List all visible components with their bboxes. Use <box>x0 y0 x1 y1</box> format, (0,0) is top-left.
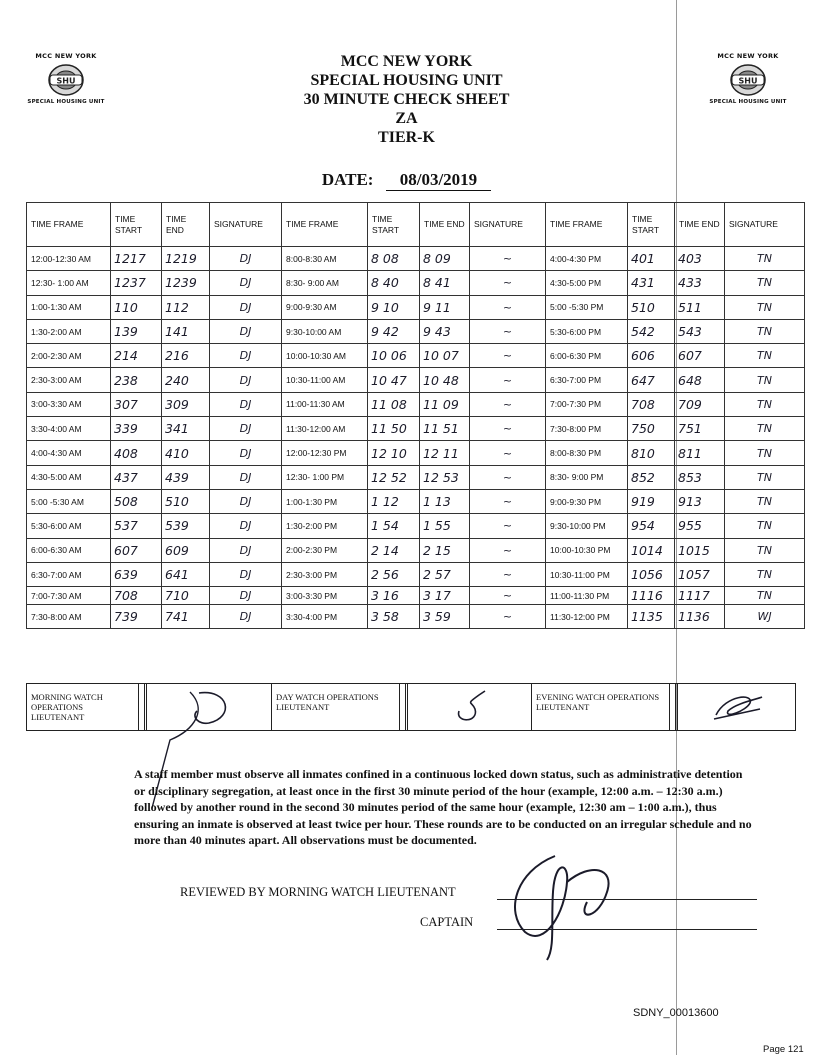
time-end-cell: 439 <box>162 465 210 489</box>
day-lieutenant-signature <box>408 684 532 730</box>
time-frame-cell: 7:30-8:00 AM <box>27 605 111 629</box>
time-end-cell: 1015 <box>675 538 725 562</box>
column-header: TIME FRAME <box>546 203 628 247</box>
time-frame-cell: 5:00 -5:30 AM <box>27 489 111 513</box>
column-header: TIME END <box>162 203 210 247</box>
time-frame-cell: 1:00-1:30 AM <box>27 295 111 319</box>
time-end-cell: 1239 <box>162 271 210 295</box>
time-frame-cell: 12:30- 1:00 PM <box>282 465 368 489</box>
table-row <box>27 562 805 586</box>
time-end-cell: 8 41 <box>420 271 470 295</box>
signature-cell: TN <box>725 392 805 416</box>
time-end-cell: 9 11 <box>420 295 470 319</box>
table-row <box>27 392 805 416</box>
time-start-cell: 739 <box>111 605 162 629</box>
reviewer-signature-icon <box>495 852 625 962</box>
time-end-cell: 1 55 <box>420 514 470 538</box>
time-start-cell: 3 58 <box>368 605 420 629</box>
signature-cell: ~ <box>470 417 546 441</box>
time-frame-cell: 2:00-2:30 AM <box>27 344 111 368</box>
column-header: SIGNATURE <box>470 203 546 247</box>
signature-mark-icon <box>445 689 495 725</box>
time-frame-cell: 2:30-3:00 AM <box>27 368 111 392</box>
signature-cell: TN <box>725 344 805 368</box>
lieutenant-signoff-box <box>26 683 796 731</box>
time-start-cell: 1014 <box>628 538 675 562</box>
time-frame-cell: 1:00-1:30 PM <box>282 489 368 513</box>
header-line-5: TIER-K <box>378 129 435 146</box>
time-start-cell: 1217 <box>111 247 162 271</box>
table-row <box>27 605 805 629</box>
signature-cell: DJ <box>210 441 282 465</box>
time-frame-cell: 3:30-4:00 PM <box>282 605 368 629</box>
signature-cell: ~ <box>470 465 546 489</box>
time-start-cell: 542 <box>628 319 675 343</box>
time-start-cell: 2 14 <box>368 538 420 562</box>
date-label: DATE: <box>321 170 374 189</box>
signature-cell: DJ <box>210 295 282 319</box>
time-frame-cell: 6:30-7:00 PM <box>546 368 628 392</box>
signature-cell: TN <box>725 368 805 392</box>
table-row <box>27 441 805 465</box>
column-header: TIME FRAME <box>27 203 111 247</box>
time-start-cell: 1116 <box>628 587 675 605</box>
table-row <box>27 247 805 271</box>
signature-cell: ~ <box>470 489 546 513</box>
signature-cell: ~ <box>470 295 546 319</box>
time-end-cell: 309 <box>162 392 210 416</box>
policy-text: A staff member must observe all inmates confined in a continuous locked down status, such as administrative detention or disciplinary segregation, at least once in the first 30 minute period of the hour (example, 12:00 a.m. – 12:30 a.m.) followed by another round in the second 30 minutes period of the same hour (example, 12:30 am – 1:00 a.m.), thus ensuring an inmate is observed at least twice per hour. These rounds are to be conducted on an irregular schedule and no more than 40 minutes apart. All observations must be documented. <box>134 767 752 848</box>
table-row <box>27 465 805 489</box>
signature-cell: ~ <box>470 587 546 605</box>
time-start-cell: 339 <box>111 417 162 441</box>
time-end-cell: 3 59 <box>420 605 470 629</box>
time-end-cell: 403 <box>675 247 725 271</box>
signature-cell: DJ <box>210 247 282 271</box>
time-frame-cell: 5:30-6:00 PM <box>546 319 628 343</box>
time-end-cell: 511 <box>675 295 725 319</box>
time-start-cell: 639 <box>111 562 162 586</box>
signature-cell: DJ <box>210 271 282 295</box>
time-end-cell: 641 <box>162 562 210 586</box>
time-end-cell: 433 <box>675 271 725 295</box>
time-end-cell: 741 <box>162 605 210 629</box>
captain-label: CAPTAIN <box>420 915 474 929</box>
time-start-cell: 8 40 <box>368 271 420 295</box>
time-end-cell: 141 <box>162 319 210 343</box>
reviewed-by-label: REVIEWED BY MORNING WATCH LIEUTENANT <box>180 885 456 899</box>
time-start-cell: 431 <box>628 271 675 295</box>
time-end-cell: 9 43 <box>420 319 470 343</box>
logo-bottom-text: SPECIAL HOUSING UNIT <box>709 99 787 105</box>
logo-bottom-text: SPECIAL HOUSING UNIT <box>27 99 105 105</box>
time-end-cell: 12 11 <box>420 441 470 465</box>
time-frame-cell: 11:00-11:30 PM <box>546 587 628 605</box>
time-end-cell: 8 09 <box>420 247 470 271</box>
time-start-cell: 2 56 <box>368 562 420 586</box>
time-frame-cell: 7:00-7:30 AM <box>27 587 111 605</box>
signature-cell: TN <box>725 587 805 605</box>
time-end-cell: 709 <box>675 392 725 416</box>
time-start-cell: 537 <box>111 514 162 538</box>
time-frame-cell: 7:00-7:30 PM <box>546 392 628 416</box>
time-end-cell: 1057 <box>675 562 725 586</box>
time-end-cell: 710 <box>162 587 210 605</box>
time-start-cell: 750 <box>628 417 675 441</box>
signature-cell: TN <box>725 465 805 489</box>
signature-cell: TN <box>725 319 805 343</box>
signature-cell: ~ <box>470 271 546 295</box>
signature-cell: TN <box>725 441 805 465</box>
morning-lieutenant-label: MORNING WATCH OPERATIONS LIEUTENANT <box>27 684 139 730</box>
time-frame-cell: 12:30- 1:00 AM <box>27 271 111 295</box>
time-start-cell: 110 <box>111 295 162 319</box>
time-start-cell: 11 50 <box>368 417 420 441</box>
time-end-cell: 410 <box>162 441 210 465</box>
table-row <box>27 417 805 441</box>
time-start-cell: 12 52 <box>368 465 420 489</box>
time-end-cell: 607 <box>675 344 725 368</box>
time-frame-cell: 4:00-4:30 AM <box>27 441 111 465</box>
time-start-cell: 1 12 <box>368 489 420 513</box>
time-start-cell: 647 <box>628 368 675 392</box>
time-end-cell: 609 <box>162 538 210 562</box>
time-frame-cell: 10:00-10:30 PM <box>546 538 628 562</box>
time-start-cell: 9 42 <box>368 319 420 343</box>
time-frame-cell: 9:00-9:30 AM <box>282 295 368 319</box>
time-frame-cell: 1:30-2:00 PM <box>282 514 368 538</box>
time-start-cell: 11 08 <box>368 392 420 416</box>
signature-cell: DJ <box>210 319 282 343</box>
signature-cell: ~ <box>470 368 546 392</box>
signature-cell: DJ <box>210 368 282 392</box>
time-frame-cell: 6:00-6:30 AM <box>27 538 111 562</box>
time-start-cell: 139 <box>111 319 162 343</box>
time-end-cell: 3 17 <box>420 587 470 605</box>
time-start-cell: 1135 <box>628 605 675 629</box>
table-row <box>27 587 805 605</box>
time-start-cell: 708 <box>628 392 675 416</box>
signature-cell: DJ <box>210 344 282 368</box>
time-end-cell: 1117 <box>675 587 725 605</box>
column-header: TIME END <box>675 203 725 247</box>
time-end-cell: 811 <box>675 441 725 465</box>
time-end-cell: 510 <box>162 489 210 513</box>
time-end-cell: 10 07 <box>420 344 470 368</box>
time-end-cell: 1 13 <box>420 489 470 513</box>
time-start-cell: 1237 <box>111 271 162 295</box>
signature-cell: DJ <box>210 587 282 605</box>
bates-number: SDNY_00013600 <box>633 1007 719 1019</box>
time-frame-cell: 12:00-12:30 PM <box>282 441 368 465</box>
evening-lieutenant-label: EVENING WATCH OPERATIONS LIEUTENANT <box>532 684 670 730</box>
time-start-cell: 307 <box>111 392 162 416</box>
time-frame-cell: 9:30-10:00 AM <box>282 319 368 343</box>
time-end-cell: 112 <box>162 295 210 319</box>
signature-cell: TN <box>725 489 805 513</box>
signature-cell: ~ <box>470 247 546 271</box>
table-row <box>27 489 805 513</box>
time-start-cell: 408 <box>111 441 162 465</box>
time-end-cell: 539 <box>162 514 210 538</box>
signature-cell: TN <box>725 562 805 586</box>
header-line-4: ZA <box>395 110 418 127</box>
time-start-cell: 401 <box>628 247 675 271</box>
time-start-cell: 1056 <box>628 562 675 586</box>
time-start-cell: 919 <box>628 489 675 513</box>
column-header: TIME FRAME <box>282 203 368 247</box>
time-start-cell: 954 <box>628 514 675 538</box>
time-frame-cell: 8:30- 9:00 PM <box>546 465 628 489</box>
signature-cell: DJ <box>210 417 282 441</box>
time-frame-cell: 8:00-8:30 AM <box>282 247 368 271</box>
day-lieutenant-label: DAY WATCH OPERATIONS LIEUTENANT <box>272 684 400 730</box>
time-start-cell: 214 <box>111 344 162 368</box>
table-row <box>27 514 805 538</box>
table-row <box>27 368 805 392</box>
signature-cell: ~ <box>470 319 546 343</box>
column-header: TIME START <box>628 203 675 247</box>
time-frame-cell: 10:00-10:30 AM <box>282 344 368 368</box>
time-frame-cell: 7:30-8:00 PM <box>546 417 628 441</box>
time-end-cell: 240 <box>162 368 210 392</box>
signature-cell: TN <box>725 417 805 441</box>
logo-top-text: MCC NEW YORK <box>35 52 97 60</box>
time-frame-cell: 10:30-11:00 AM <box>282 368 368 392</box>
time-end-cell: 11 09 <box>420 392 470 416</box>
time-end-cell: 2 15 <box>420 538 470 562</box>
time-frame-cell: 5:30-6:00 AM <box>27 514 111 538</box>
signature-cell: ~ <box>470 392 546 416</box>
time-frame-cell: 4:30-5:00 AM <box>27 465 111 489</box>
signature-cell: DJ <box>210 489 282 513</box>
time-start-cell: 9 10 <box>368 295 420 319</box>
signature-cell: ~ <box>470 514 546 538</box>
signature-cell: DJ <box>210 605 282 629</box>
time-end-cell: 543 <box>675 319 725 343</box>
signature-cell: WJ <box>725 605 805 629</box>
signature-cell: DJ <box>210 392 282 416</box>
time-frame-cell: 10:30-11:00 PM <box>546 562 628 586</box>
table-row <box>27 295 805 319</box>
time-frame-cell: 12:00-12:30 AM <box>27 247 111 271</box>
date-line <box>0 170 813 191</box>
time-end-cell: 10 48 <box>420 368 470 392</box>
table-header-row <box>27 203 805 247</box>
signature-cell: DJ <box>210 562 282 586</box>
time-frame-cell: 4:30-5:00 PM <box>546 271 628 295</box>
column-header: SIGNATURE <box>210 203 282 247</box>
logo-top-text: MCC NEW YORK <box>717 52 779 60</box>
time-end-cell: 853 <box>675 465 725 489</box>
table-row <box>27 319 805 343</box>
column-header: TIME START <box>368 203 420 247</box>
signature-mark-icon <box>706 689 766 725</box>
time-start-cell: 810 <box>628 441 675 465</box>
time-start-cell: 437 <box>111 465 162 489</box>
time-frame-cell: 9:30-10:00 PM <box>546 514 628 538</box>
time-end-cell: 955 <box>675 514 725 538</box>
time-frame-cell: 2:00-2:30 PM <box>282 538 368 562</box>
evening-lieutenant-signature <box>678 684 794 730</box>
signature-cell: ~ <box>470 441 546 465</box>
time-frame-cell: 9:00-9:30 PM <box>546 489 628 513</box>
signature-cell: ~ <box>470 605 546 629</box>
column-header: TIME END <box>420 203 470 247</box>
time-frame-cell: 3:00-3:30 PM <box>282 587 368 605</box>
time-end-cell: 216 <box>162 344 210 368</box>
header-line-1: MCC NEW YORK <box>340 53 473 70</box>
time-frame-cell: 11:30-12:00 AM <box>282 417 368 441</box>
time-start-cell: 12 10 <box>368 441 420 465</box>
signature-cell: ~ <box>470 538 546 562</box>
time-end-cell: 12 53 <box>420 465 470 489</box>
signature-cell: TN <box>725 295 805 319</box>
time-start-cell: 607 <box>111 538 162 562</box>
signature-cell: TN <box>725 247 805 271</box>
emblem-label: SHU <box>56 76 76 86</box>
time-start-cell: 3 16 <box>368 587 420 605</box>
time-start-cell: 852 <box>628 465 675 489</box>
header-line-3: 30 MINUTE CHECK SHEET <box>303 91 510 108</box>
time-end-cell: 11 51 <box>420 417 470 441</box>
time-start-cell: 510 <box>628 295 675 319</box>
time-frame-cell: 1:30-2:00 AM <box>27 319 111 343</box>
signature-cell: ~ <box>470 344 546 368</box>
time-frame-cell: 11:30-12:00 PM <box>546 605 628 629</box>
time-start-cell: 8 08 <box>368 247 420 271</box>
time-frame-cell: 3:30-4:00 AM <box>27 417 111 441</box>
signature-cell: DJ <box>210 538 282 562</box>
time-end-cell: 341 <box>162 417 210 441</box>
time-end-cell: 751 <box>675 417 725 441</box>
signature-cell: TN <box>725 538 805 562</box>
sheet-header <box>0 52 813 147</box>
table-row <box>27 538 805 562</box>
signature-cell: DJ <box>210 465 282 489</box>
time-start-cell: 508 <box>111 489 162 513</box>
time-frame-cell: 2:30-3:00 PM <box>282 562 368 586</box>
date-value: 08/03/2019 <box>386 170 491 191</box>
table-body <box>27 247 805 629</box>
signature-cell: DJ <box>210 514 282 538</box>
time-end-cell: 2 57 <box>420 562 470 586</box>
time-start-cell: 1 54 <box>368 514 420 538</box>
time-start-cell: 10 06 <box>368 344 420 368</box>
time-frame-cell: 4:00-4:30 PM <box>546 247 628 271</box>
time-end-cell: 1219 <box>162 247 210 271</box>
time-frame-cell: 8:30- 9:00 AM <box>282 271 368 295</box>
time-start-cell: 10 47 <box>368 368 420 392</box>
time-start-cell: 606 <box>628 344 675 368</box>
time-frame-cell: 11:00-11:30 AM <box>282 392 368 416</box>
signature-cell: ~ <box>470 562 546 586</box>
column-header: SIGNATURE <box>725 203 805 247</box>
time-frame-cell: 8:00-8:30 PM <box>546 441 628 465</box>
time-frame-cell: 6:30-7:00 AM <box>27 562 111 586</box>
emblem-label: SHU <box>738 76 758 86</box>
signature-cell: TN <box>725 271 805 295</box>
table-row <box>27 271 805 295</box>
time-end-cell: 1136 <box>675 605 725 629</box>
column-header: TIME START <box>111 203 162 247</box>
table-row <box>27 344 805 368</box>
time-frame-cell: 6:00-6:30 PM <box>546 344 628 368</box>
time-end-cell: 648 <box>675 368 725 392</box>
time-frame-cell: 5:00 -5:30 PM <box>546 295 628 319</box>
header-line-2: SPECIAL HOUSING UNIT <box>310 72 503 89</box>
time-end-cell: 913 <box>675 489 725 513</box>
time-start-cell: 708 <box>111 587 162 605</box>
time-start-cell: 238 <box>111 368 162 392</box>
check-table <box>26 202 805 629</box>
signature-cell: TN <box>725 514 805 538</box>
time-frame-cell: 3:00-3:30 AM <box>27 392 111 416</box>
page-number: Page 121 <box>763 1044 804 1055</box>
